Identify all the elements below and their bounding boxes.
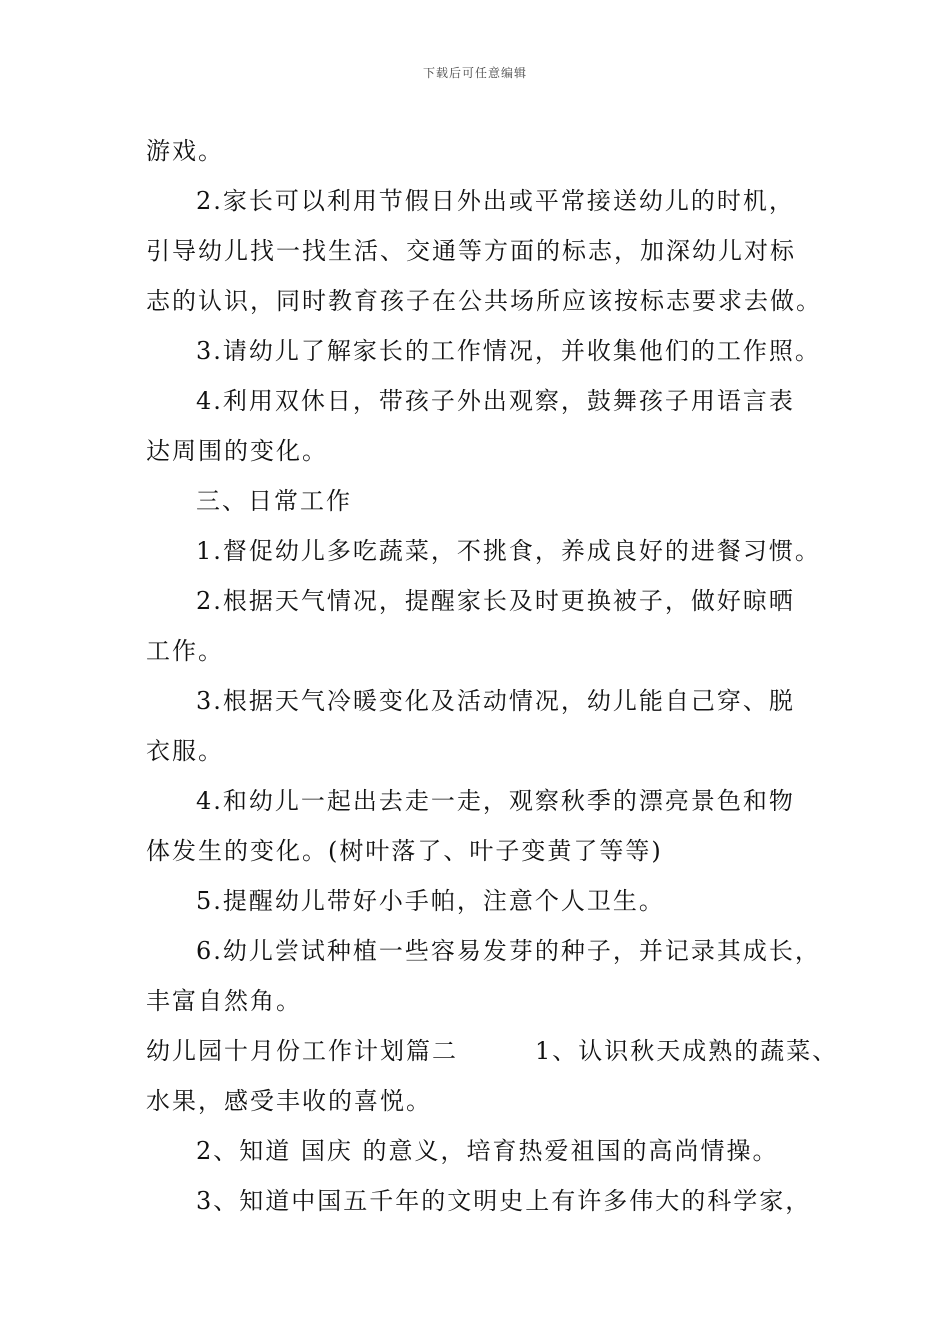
- text-line: 3、知道中国五千年的文明史上有许多伟大的科学家，: [196, 1187, 812, 1215]
- text-line: 幼儿园十月份工作计划篇二 1、认识秋天成熟的蔬菜、: [146, 1037, 839, 1065]
- text-line: 4.利用双休日，带孩子外出观察，鼓舞孩子用语言表: [196, 387, 795, 415]
- text-line: 丰富自然角。: [146, 987, 302, 1015]
- text-line: 6.幼儿尝试种植一些容易发芽的种子，并记录其成长，: [196, 937, 821, 965]
- text-line: 5.提醒幼儿带好小手帕，注意个人卫生。: [196, 887, 665, 915]
- text-line: 4.和幼儿一起出去走一走，观察秋季的漂亮景色和物: [196, 787, 795, 815]
- text-line: 工作。: [146, 637, 224, 665]
- text-line: 志的认识，同时教育孩子在公共场所应该按标志要求去做。: [146, 287, 822, 315]
- section-heading: 三、日常工作: [196, 487, 352, 515]
- text-line: 1.督促幼儿多吃蔬菜，不挑食，养成良好的进餐习惯。: [196, 537, 821, 565]
- text-line: 衣服。: [146, 737, 224, 765]
- text-line: 3.请幼儿了解家长的工作情况，并收集他们的工作照。: [196, 337, 821, 365]
- text-line: 体发生的变化。(树叶落了、叶子变黄了等等): [146, 837, 663, 865]
- page-header: 下载后可任意编辑: [422, 66, 527, 80]
- text-line: 2.家长可以利用节假日外出或平常接送幼儿的时机，: [196, 187, 795, 215]
- text-line: 3.根据天气冷暖变化及活动情况，幼儿能自己穿、脱: [196, 687, 795, 715]
- text-line: 水果，感受丰收的喜悦。: [146, 1087, 432, 1115]
- text-line: 游戏。: [146, 137, 224, 165]
- text-line: 达周围的变化。: [146, 437, 328, 465]
- text-line: 2、知道 国庆 的意义，培育热爱祖国的高尚情操。: [196, 1137, 779, 1165]
- text-line: 2.根据天气情况，提醒家长及时更换被子，做好晾晒: [196, 587, 795, 615]
- text-line: 引导幼儿找一找生活、交通等方面的标志，加深幼儿对标: [146, 237, 796, 265]
